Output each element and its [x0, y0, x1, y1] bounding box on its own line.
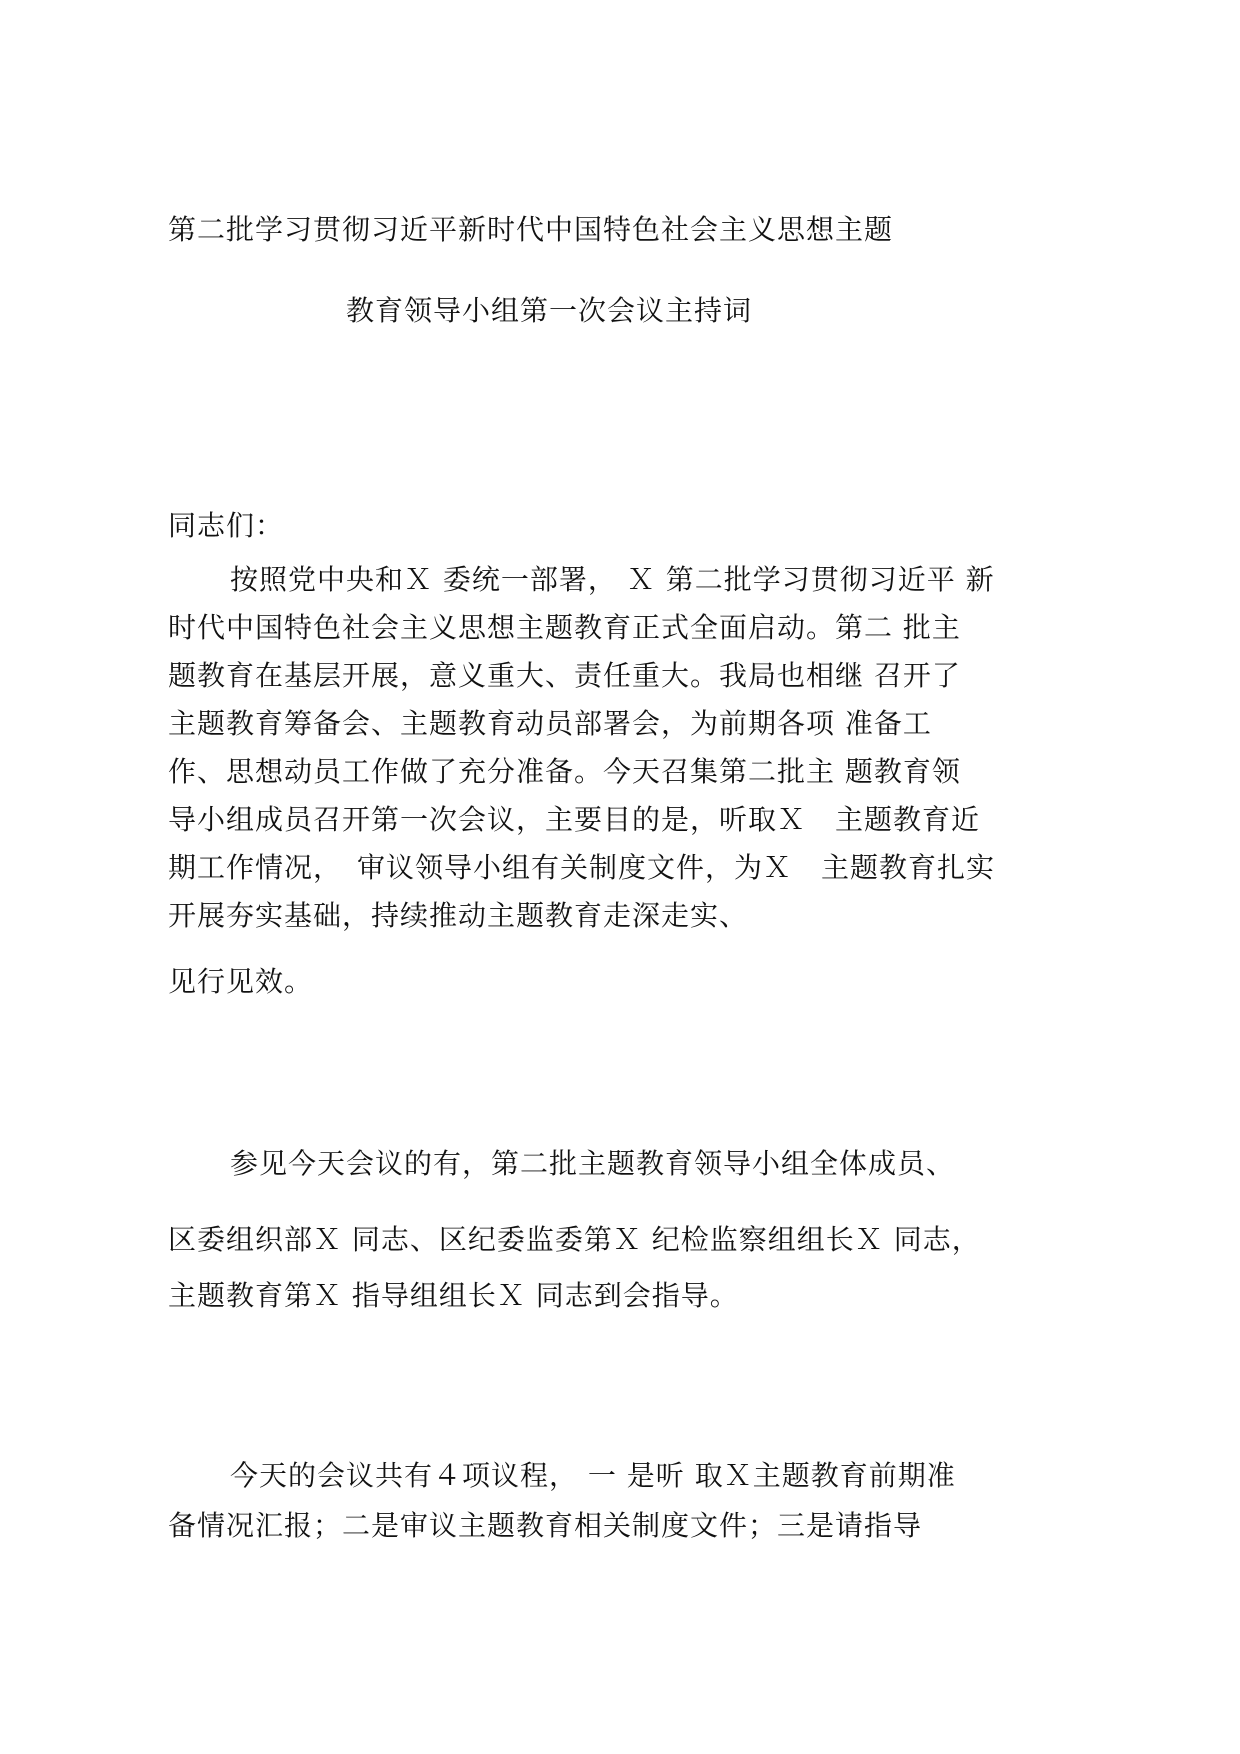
paragraph-1-line-3: 题教育在基层开展，意义重大、责任重大。我局也相继 召开了 — [168, 659, 961, 692]
paragraph-1-line-6: 导小组成员召开第一次会议，主要目的是，听取Ｘ 主题教育近 — [168, 803, 981, 836]
salutation: 同志们： — [168, 509, 285, 542]
paragraph-3-line-1: 今天的会议共有４项议程， 一 是听 取Ｘ主题教育前期准 — [230, 1459, 956, 1492]
paragraph-1-line-1: 按照党中央和Ｘ 委统一部署， Ｘ 第二批学习贯彻习近平 新 — [230, 563, 995, 596]
paragraph-1-line-4: 主题教育筹备会、主题教育动员部署会，为前期各项 准备工 — [168, 707, 932, 740]
title-line-2: 教育领导小组第一次会议主持词 — [346, 294, 753, 327]
paragraph-1-line-8: 开展夯实基础，持续推动主题教育走深走实、 — [168, 899, 749, 932]
paragraph-3-line-2: 备情况汇报；二是审议主题教育相关制度文件；三是请指导 — [168, 1509, 923, 1542]
paragraph-1-line-2: 时代中国特色社会主义思想主题教育正式全面启动。第二 批主 — [168, 611, 961, 644]
paragraph-1-line-5: 作、思想动员工作做了充分准备。今天召集第二批主 题教育领 — [168, 755, 961, 788]
paragraph-1-line-7: 期工作情况， 审议领导小组有关制度文件，为Ｘ 主题教育扎实 — [168, 851, 996, 884]
paragraph-2-line-2: 区委组织部Ｘ 同志、区纪委监委第Ｘ 纪检监察组组长Ｘ 同志， — [168, 1223, 981, 1256]
paragraph-1-line-9: 见行见效。 — [168, 965, 314, 998]
paragraph-2-line-3: 主题教育第Ｘ 指导组组长Ｘ 同志到会指导。 — [168, 1279, 739, 1312]
title-line-1: 第二批学习贯彻习近平新时代中国特色社会主义思想主题 — [168, 213, 894, 246]
paragraph-2-line-1: 参见今天会议的有，第二批主题教育领导小组全体成员、 — [230, 1147, 956, 1180]
